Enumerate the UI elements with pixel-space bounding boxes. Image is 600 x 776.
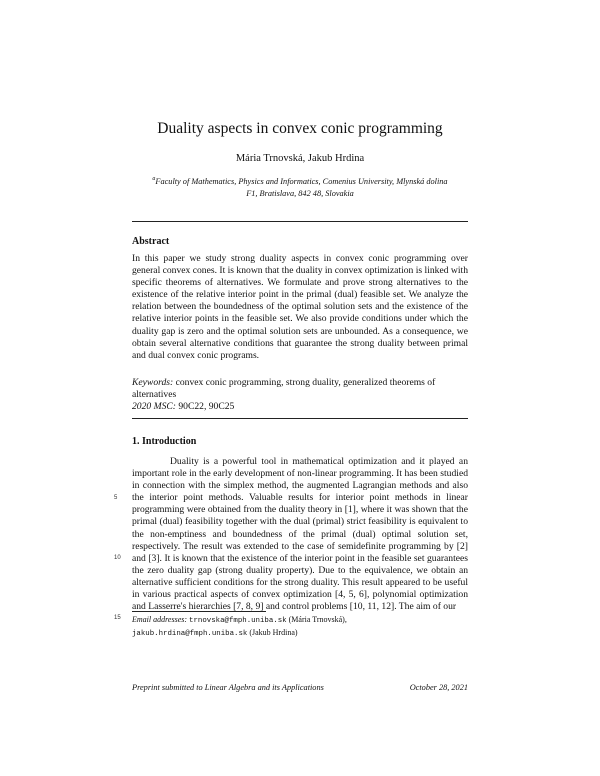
keywords-block: [132, 377, 468, 413]
abstract-heading: Abstract: [132, 236, 170, 247]
affiliation: [150, 173, 450, 200]
paper-title: Duality aspects in convex conic programming: [157, 120, 443, 137]
page-footer: [132, 683, 468, 692]
introduction-body: [132, 456, 468, 613]
affiliation-marker: a: [152, 176, 156, 182]
footnote: [132, 614, 468, 640]
email-link-2[interactable]: jakub.hrdina@fmph.uniba.sk: [132, 630, 248, 638]
email-owner-2: (Jakub Hrdina): [249, 628, 298, 637]
footnote-line-2: [132, 627, 468, 640]
footer-date: October 28, 2021: [409, 683, 468, 692]
keywords-text: convex conic programming, strong duality, generalized theorems of alternatives: [132, 377, 436, 401]
line-number-10: 10: [114, 555, 121, 561]
msc-text: 90C22, 90C25: [178, 401, 235, 413]
line-number-5: 5: [114, 495, 118, 501]
footer-preprint-note: Preprint submitted to Linear Algebra and its Applications: [132, 683, 324, 692]
keywords-label: Keywords:: [132, 377, 174, 388]
footnote-label: Email addresses:: [132, 615, 188, 624]
section-heading: 1. Introduction: [132, 436, 197, 447]
email-owner-1: (Mária Trnovská),: [288, 615, 347, 624]
keywords-line: [132, 377, 468, 401]
abstract-text: In this paper we study strong duality aspects in convex conic programming over general convex cones. It is known that the duality in convex optimization is linked with specific theorems of alternatives. We formulate and prove strong alternatives to the existence of the relative interior point in the primal (dual) feasible set. We analyze the relation between the boundedness of the optimal solution sets and the existence of the relative interior points in the feasible set. We also provide conditions under which the duality gap is zero and the optimal solution sets are unbounded. As a consequence, we obtain several alternative conditions that guarantee the strong duality between primal and dual convex conic programs.: [132, 253, 468, 361]
abstract-top-rule: [132, 221, 468, 222]
footnote-rule: [132, 611, 266, 612]
abstract-body: [132, 253, 468, 362]
footnote-line-1: [132, 614, 468, 627]
author-list: Mária Trnovská, Jakub Hrdina: [235, 153, 365, 164]
affiliation-line-2: F1, Bratislava, 842 48, Slovakia: [246, 188, 354, 198]
abstract-bottom-rule: [132, 418, 468, 419]
introduction-text: Duality is a powerful tool in mathematical optimization and it played an important role in the early development of non-linear programming. It has been studied in connection with the simplex method, the augmented Lagrangian methods and also the interior point methods. Valuable results for interior point methods in linear programming were obtained from the duality theory in [1], where it was shown that the primal (dual) feasibility together with the dual (primal) strict feasibility is equivalent to the non-emptiness and boundedness of the primal (dual) optimal solution set, respectively. The result was extended to the case of semidefinite programming by [2] and [3]. It is known that the existence of the interior point in the feasible set guarantees the zero duality gap (strong duality property). Due to the equivalence, we obtain an alternative sufficient conditions for the strong duality. This result appeared to be useful in various practical aspects of convex optimization [4, 5, 6], polynomial optimization and Lasserre's hierarchies [7, 8, 9] and control problems [10, 11, 12]. The aim of our: [132, 456, 468, 613]
msc-label: 2020 MSC:: [132, 401, 176, 413]
email-link-1[interactable]: trnovska@fmph.uniba.sk: [189, 617, 287, 625]
affiliation-line-1: Faculty of Mathematics, Physics and Informatics, Comenius University, Mlynská dolina: [155, 176, 448, 186]
line-number-15: 15: [114, 615, 121, 621]
msc-line: [132, 401, 468, 413]
